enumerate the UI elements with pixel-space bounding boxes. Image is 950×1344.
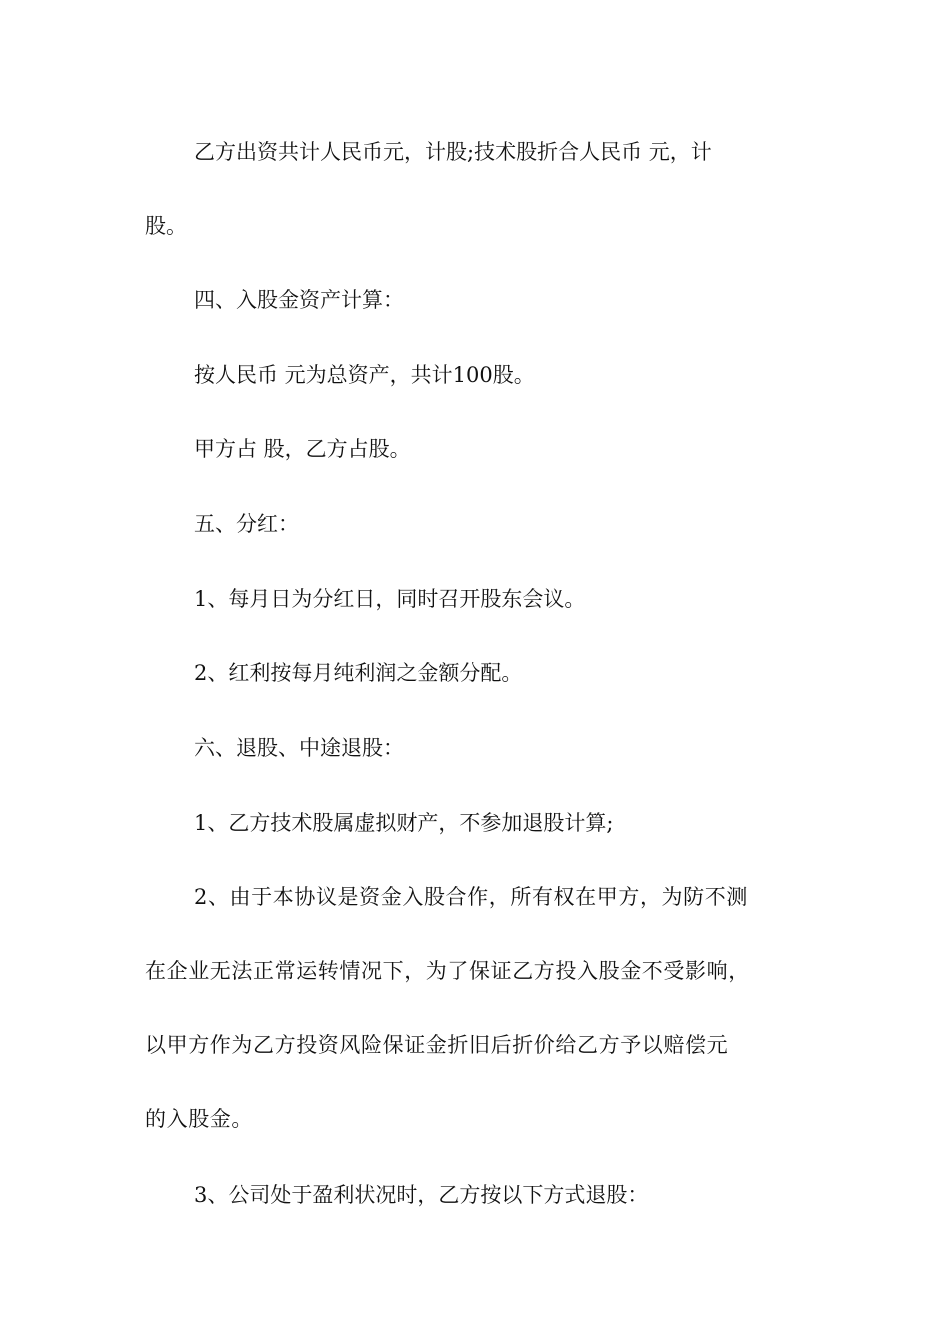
list-item-dividend-distribution [145, 655, 809, 692]
list-item-profitable-withdrawal [145, 1177, 809, 1214]
paragraph-line: 以甲方作为乙方投资风险保证金折旧后折价给乙方予以赔偿元 [145, 1033, 729, 1057]
heading-text: 五、分红： [194, 512, 299, 536]
list-item-virtual-shares [145, 805, 809, 842]
section-heading-asset-calculation [145, 282, 809, 319]
paragraph-total-assets [145, 357, 809, 394]
paragraph-line: 1、乙方技术股属虚拟财产，不参加退股计算; [194, 811, 614, 835]
paragraph-line: 1、每月日为分红日，同时召开股东会议。 [194, 587, 586, 611]
paragraph-capital-contribution [145, 134, 809, 245]
paragraph-line: 按人民币 元为总资产，共计100股。 [194, 363, 535, 387]
section-heading-withdrawal [145, 730, 809, 767]
paragraph-line: 在企业无法正常运转情况下，为了保证乙方投入股金不受影响， [145, 959, 750, 983]
paragraph-line: 乙方出资共计人民币元，计股;技术股折合人民币 元，计 [194, 140, 712, 164]
list-item-compensation [145, 879, 809, 1138]
list-item-dividend-day [145, 581, 809, 618]
section-heading-dividends [145, 506, 809, 543]
paragraph-line: 2、由于本协议是资金入股合作，所有权在甲方，为防不测 [194, 885, 748, 909]
paragraph-line: 股。 [145, 214, 187, 238]
paragraph-line: 3、公司处于盈利状况时，乙方按以下方式退股： [194, 1183, 649, 1207]
paragraph-line: 甲方占 股，乙方占股。 [194, 437, 411, 461]
heading-text: 六、退股、中途退股： [194, 736, 404, 760]
paragraph-line: 的入股金。 [145, 1107, 253, 1131]
heading-text: 四、入股金资产计算： [194, 288, 404, 312]
paragraph-line: 2、红利按每月纯利润之金额分配。 [194, 661, 523, 685]
paragraph-share-split [145, 431, 809, 468]
